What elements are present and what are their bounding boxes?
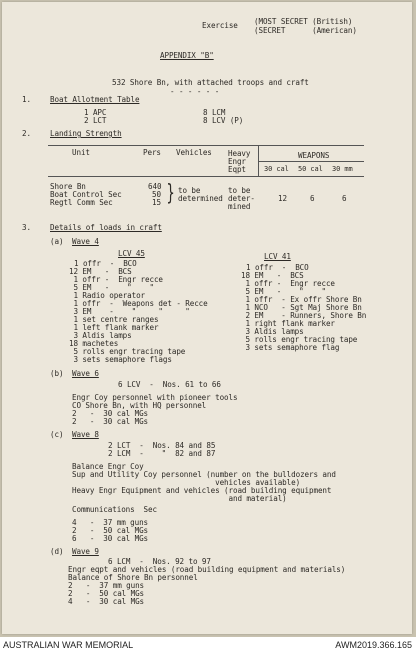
list-item: 1 Radio operator <box>69 291 146 300</box>
list-item: 1 offr - Ex offr Shore Bn <box>241 295 362 304</box>
wave-8-label: (c) <box>50 430 64 439</box>
table-header-rule <box>48 176 364 177</box>
col-header-pers: Pers <box>143 148 161 157</box>
list-item: Sup and Utility Coy personnel (number on the bulldozers and <box>72 470 336 479</box>
list-item: 5 EM - " " <box>241 287 326 296</box>
list-item: Engr Coy personnel with pioneer tools <box>72 393 238 402</box>
col-header-unit: Unit <box>72 148 90 157</box>
communications-sec: Communications Sec <box>72 505 157 514</box>
classification-line-2: (SECRET (American) <box>254 26 357 35</box>
list-item: 3 EM - " " " <box>69 307 190 316</box>
unit-row-2: Boat Control Sec <box>50 190 122 199</box>
col-header-heavy-2: Engr <box>228 157 246 166</box>
wave-9-label: (d) <box>50 547 64 556</box>
heavy-value-2: deter- <box>228 194 255 203</box>
weapon-30mm-value: 6 <box>342 194 347 203</box>
list-item: 2 - 50 cal MGs <box>72 526 149 535</box>
wave-6-craft: 6 LCV - Nos. 61 to 66 <box>118 380 221 389</box>
wave-6-label: (b) <box>50 369 64 378</box>
wave-8-title: Wave 8 <box>72 430 99 439</box>
boat-allotment-right-1: 8 LCM <box>203 108 226 117</box>
list-item: 5 rolls engr tracing tape <box>69 347 186 356</box>
vehicles-value-2: determined <box>178 194 223 203</box>
list-item: CO Shore Bn, with HQ personnel <box>72 401 207 410</box>
list-item: 4 - 30 cal MGs <box>68 597 145 606</box>
list-item: 1 offr - Weapons det - Recce <box>69 299 208 308</box>
list-item: 1 offr - BCO <box>74 259 137 268</box>
section-1-number: 1. <box>22 95 31 104</box>
list-item: 1 right flank marker <box>241 319 335 328</box>
section-3-title: Details of loads in craft <box>50 223 162 232</box>
unit-row-3: Regtl Comm Sec <box>50 198 113 207</box>
list-item: 6 - 30 cal MGs <box>72 534 149 543</box>
footer-source: AUSTRALIAN WAR MEMORIAL <box>3 640 134 650</box>
list-item: 18 machetes <box>69 339 119 348</box>
list-item: 2 - 30 cal MGs <box>72 417 149 426</box>
wave-4-title: Wave 4 <box>72 237 99 246</box>
weapon-30cal-value: 12 <box>278 194 287 203</box>
col-header-50cal: 50 cal <box>298 165 323 173</box>
lcv41-title: LCV 41 <box>264 252 291 261</box>
wave-6-title: Wave 6 <box>72 369 99 378</box>
section-3-number: 3. <box>22 223 31 232</box>
heavy-value-3: mined <box>228 202 251 211</box>
list-item: 5 EM - " " <box>69 283 154 292</box>
list-item: Heavy Engr Equipment and vehicles (road building equipment <box>72 486 332 495</box>
document-subtitle: 532 Shore Bn, with attached troops and craft <box>112 78 309 87</box>
boat-allotment-right-2: 8 LCV (P) <box>203 116 244 125</box>
list-item: 1 NCO - Sgt Maj Shore Bn <box>241 303 362 312</box>
section-2-title: Landing Strength <box>50 129 122 138</box>
wave-8-craft-2: 2 LCM - " 82 and 87 <box>108 449 216 458</box>
list-item: vehicles available) <box>72 478 301 487</box>
subtitle-dashes: - - - - - - <box>170 87 220 96</box>
list-item: 3 sets semaphore flags <box>69 355 172 364</box>
list-item: 1 left flank marker <box>69 323 159 332</box>
col-header-heavy-3: Eqpt <box>228 165 246 174</box>
footer-accession-number: AWM2019.366.165 <box>335 640 412 650</box>
list-item: 4 - 37 mm guns <box>72 518 149 527</box>
table-top-rule <box>48 145 364 146</box>
col-header-vehicles: Vehicles <box>176 148 212 157</box>
boat-allotment-left-2: 2 LCT <box>84 116 107 125</box>
list-item: 2 - 37 mm guns <box>68 581 145 590</box>
wave-9-craft: 6 LCM - Nos. 92 to 97 <box>108 557 211 566</box>
col-header-30mm: 30 mm <box>332 165 353 173</box>
list-item: 1 offr - Engr recce <box>241 279 335 288</box>
pers-row-1: 640 <box>148 182 162 191</box>
unit-row-1: Shore Bn <box>50 182 86 191</box>
wave-9-title: Wave 9 <box>72 547 99 556</box>
weapons-rule <box>258 161 364 162</box>
boat-allotment-left-1: 1 APC <box>84 108 107 117</box>
wave-4-label: (a) <box>50 237 64 246</box>
list-item: 2 - 50 cal MGs <box>68 589 145 598</box>
list-item: 3 Aldis lamps <box>241 327 304 336</box>
weapons-divider <box>258 146 259 176</box>
section-1-title: Boat Allotment Table <box>50 95 140 104</box>
pers-row-3: 15 <box>152 198 161 207</box>
list-item: Balance of Shore Bn personnel <box>68 573 198 582</box>
wave-8-craft-1: 2 LCT - Nos. 84 and 85 <box>108 441 216 450</box>
list-item: 2 - 30 cal MGs <box>72 409 149 418</box>
list-item: 1 offr - Engr recce <box>69 275 163 284</box>
list-item: 1 set centre ranges <box>69 315 159 324</box>
list-item: 2 EM - Runners, Shore Bn <box>241 311 367 320</box>
list-item: Balance Engr Coy <box>72 462 144 471</box>
footer-bar <box>0 637 416 653</box>
list-item: Engr eqpt and vehicles (road building equipment and materials) <box>68 565 346 574</box>
exercise-label: Exercise <box>202 21 238 30</box>
heavy-value-1: to be <box>228 186 251 195</box>
vehicles-value-1: to be <box>178 186 201 195</box>
lcv45-title: LCV 45 <box>118 249 145 258</box>
section-2-number: 2. <box>22 129 31 138</box>
list-item: and material) <box>72 494 287 503</box>
col-header-heavy-1: Heavy <box>228 149 251 158</box>
document-page <box>2 2 412 634</box>
list-item: 3 Aldis lamps <box>69 331 132 340</box>
col-header-weapons: WEAPONS <box>298 151 330 160</box>
classification-line-1: (MOST SECRET (British) <box>254 17 353 26</box>
col-header-30cal: 30 cal <box>264 165 289 173</box>
list-item: 18 EM - BCS <box>241 271 304 280</box>
weapon-50cal-value: 6 <box>310 194 315 203</box>
pers-brace: } <box>166 181 175 206</box>
appendix-title: APPENDIX "B" <box>160 51 214 60</box>
list-item: 5 rolls engr tracing tape <box>241 335 358 344</box>
list-item: 12 EM - BCS <box>69 267 132 276</box>
pers-row-2: 50 <box>152 190 161 199</box>
list-item: 3 sets semaphore flag <box>241 343 340 352</box>
list-item: 1 offr - BCO <box>246 263 309 272</box>
